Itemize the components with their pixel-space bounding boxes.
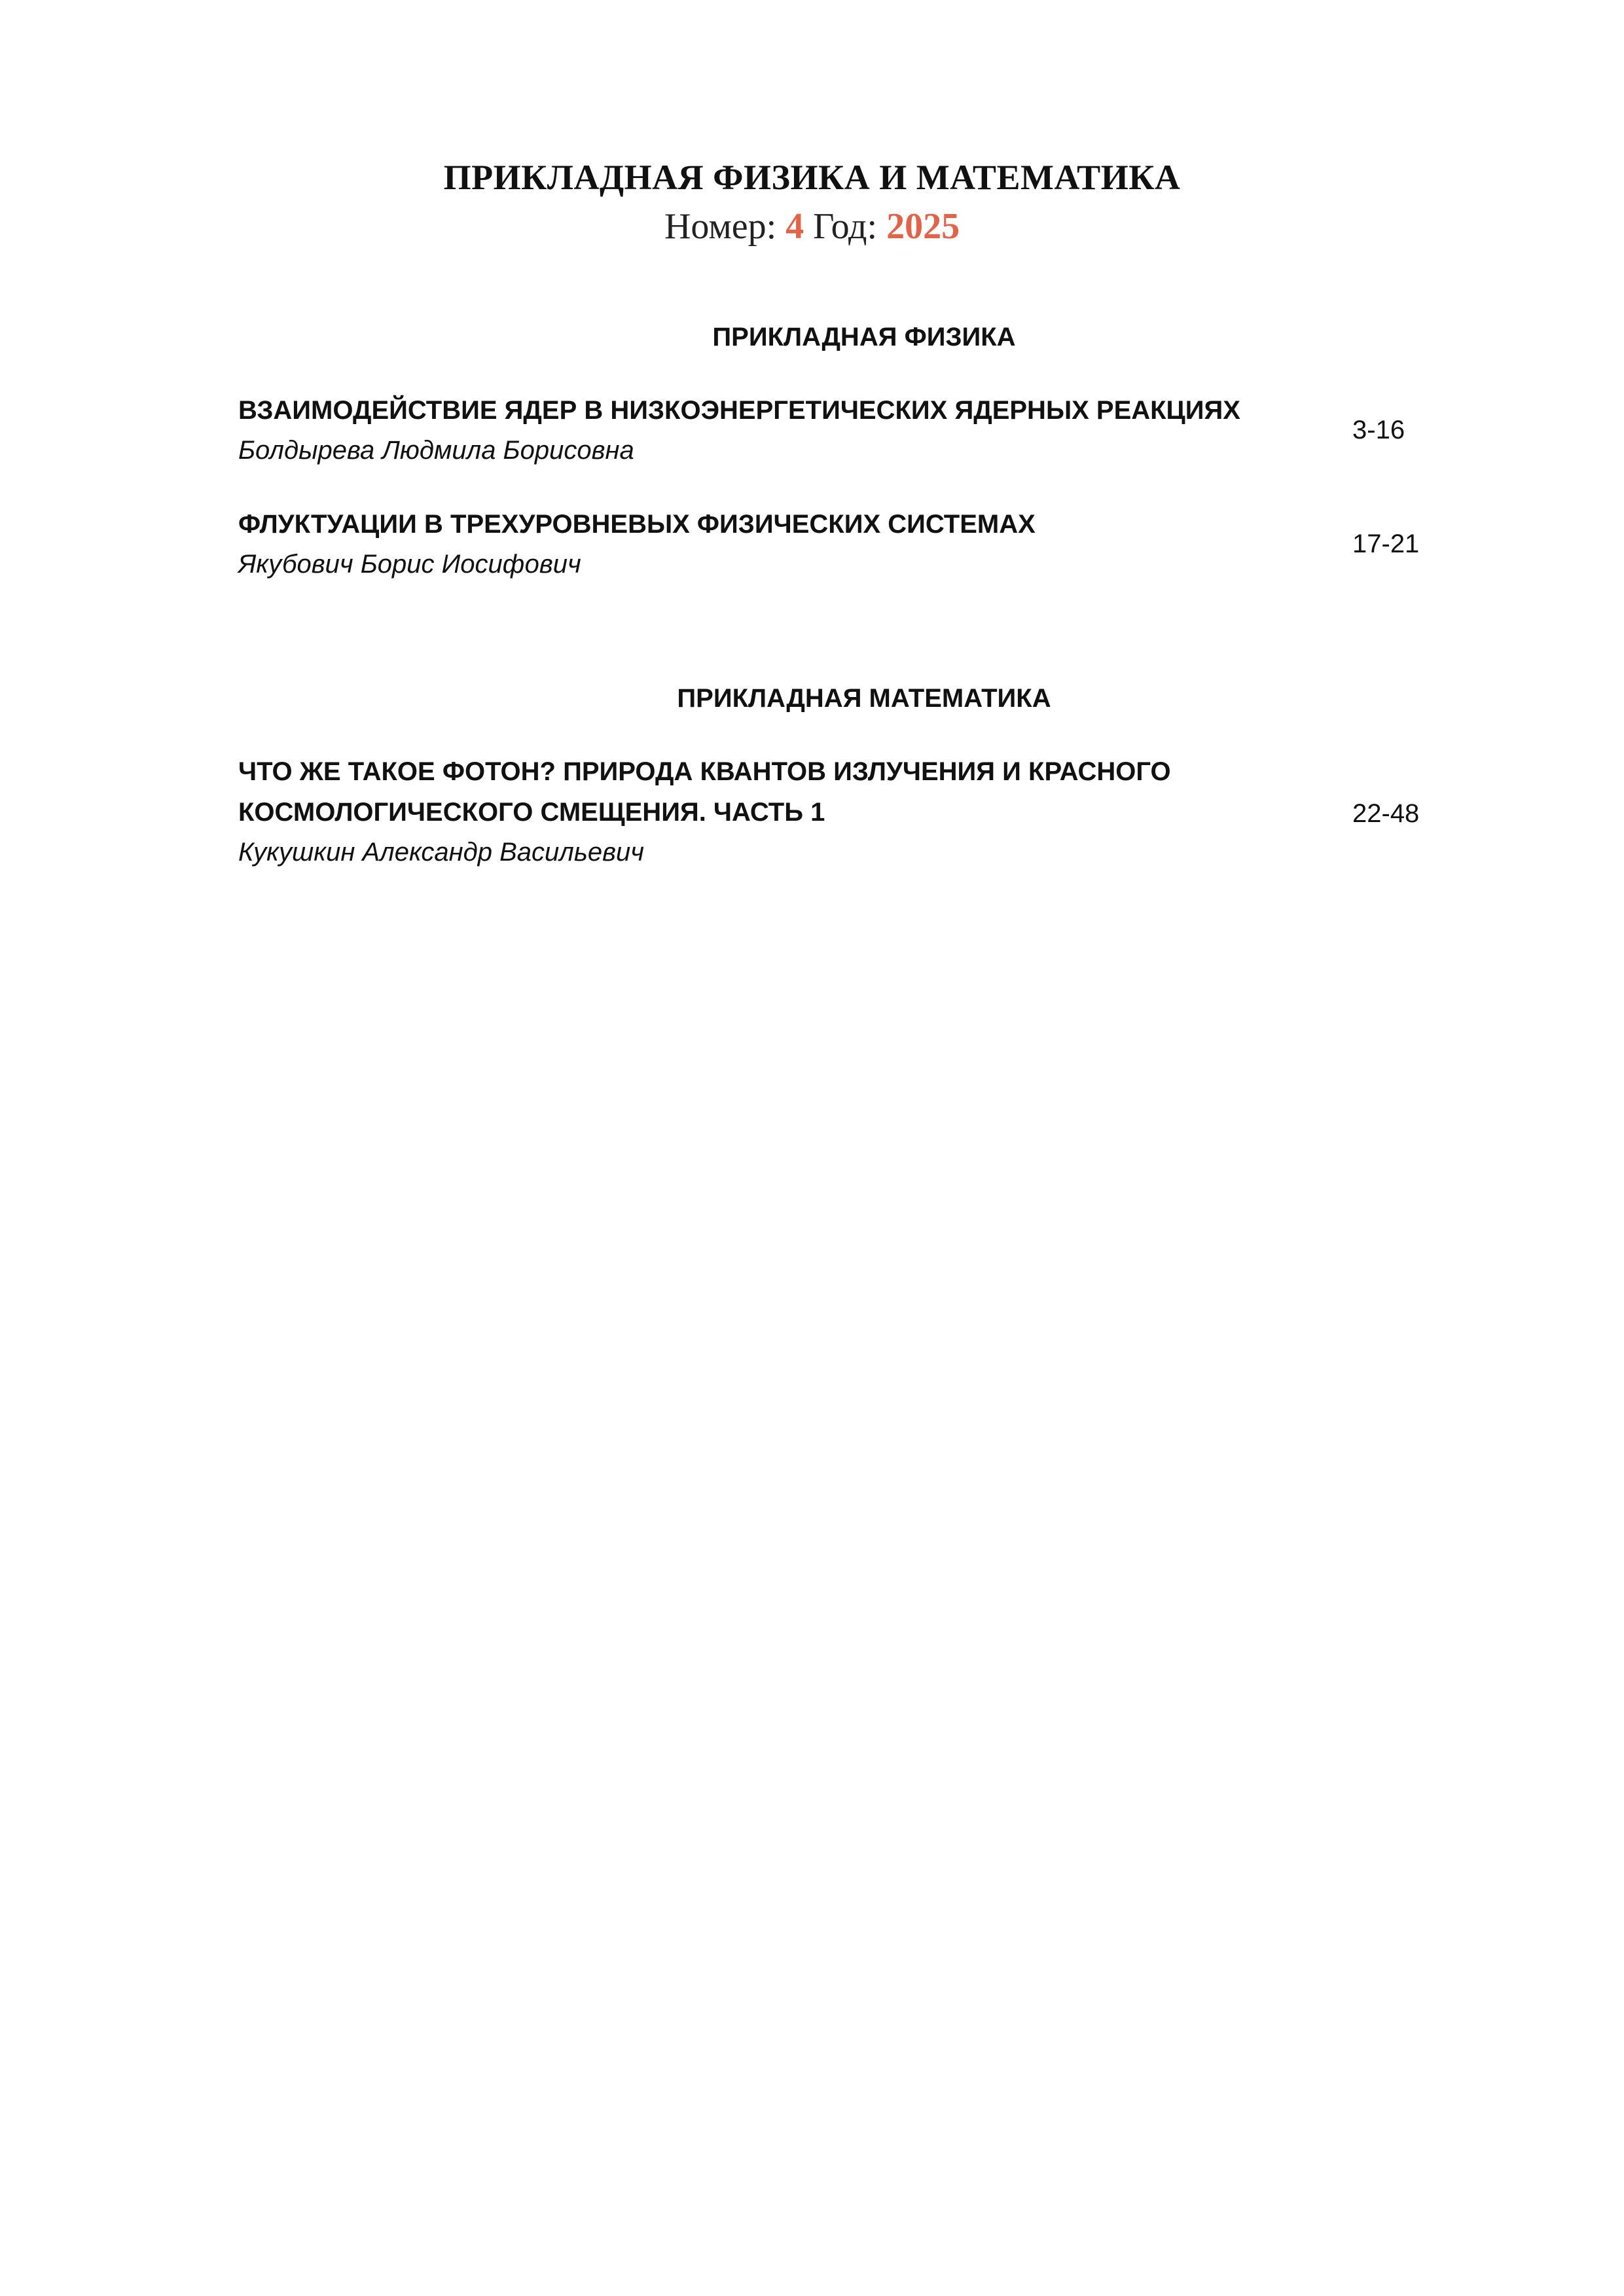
toc-entry[interactable] <box>238 504 1482 584</box>
article-title-line-2[interactable]: КОСМОЛОГИЧЕСКОГО СМЕЩЕНИЯ. ЧАСТЬ 1 <box>238 798 825 827</box>
toc-entry[interactable] <box>238 751 1482 872</box>
toc-entry[interactable] <box>238 390 1482 470</box>
article-author: Кукушкин Александр Васильевич <box>238 838 644 867</box>
journal-title: ПРИКЛАДНАЯ ФИЗИКА И МАТЕМАТИКА <box>443 158 1181 197</box>
issue-line <box>0 204 1624 249</box>
article-pages: 22-48 <box>1352 799 1420 828</box>
issue-label: Номер: <box>664 206 777 247</box>
section-heading-physics: ПРИКЛАДНАЯ ФИЗИКА <box>712 323 1016 351</box>
article-author: Болдырева Людмила Борисовна <box>238 436 634 465</box>
article-pages: 17-21 <box>1352 529 1420 558</box>
article-title[interactable]: ФЛУКТУАЦИИ В ТРЕХУРОВНЕВЫХ ФИЗИЧЕСКИХ СИСТЕМАХ <box>238 510 1036 539</box>
article-title[interactable]: ВЗАИМОДЕЙСТВИЕ ЯДЕР В НИЗКОЭНЕРГЕТИЧЕСКИХ ЯДЕРНЫХ РЕАКЦИЯХ <box>238 396 1240 425</box>
issue-year: 2025 <box>886 206 960 247</box>
section-heading-mathematics: ПРИКЛАДНАЯ МАТЕМАТИКА <box>677 684 1051 713</box>
issue-number: 4 <box>785 206 804 247</box>
year-label: Год: <box>813 206 878 247</box>
article-pages: 3-16 <box>1352 416 1405 444</box>
article-title-line-1[interactable]: ЧТО ЖЕ ТАКОЕ ФОТОН? ПРИРОДА КВАНТОВ ИЗЛУЧЕНИЯ И КРАСНОГО <box>238 757 1171 786</box>
article-author: Якубович Борис Иосифович <box>238 550 581 579</box>
